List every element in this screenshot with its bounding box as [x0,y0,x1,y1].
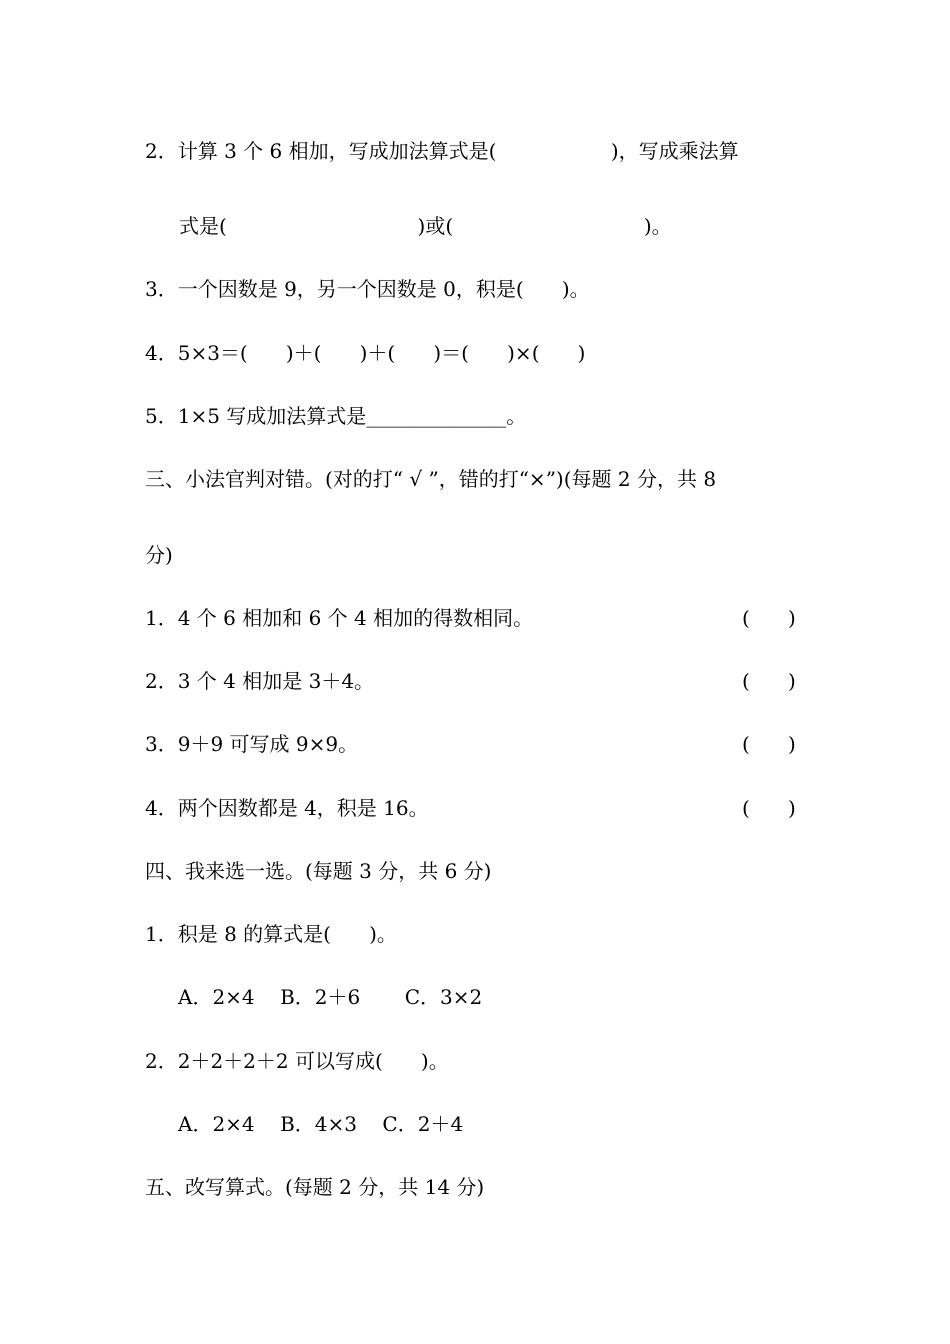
judge-item-1: 1．4 个 6 相加和 6 个 4 相加的得数相同。 [145,606,534,630]
choice-q2-options: A．2×4 B．4×3 C．2＋4 [178,1112,464,1136]
section5-heading: 五、改写算式。(每题 2 分，共 14 分) [145,1175,485,1199]
fill-blank-q2-line1: 2．计算 3 个 6 相加，写成加法算式是( )，写成乘法算 [145,139,739,163]
section4-heading: 四、我来选一选。(每题 3 分，共 6 分) [145,859,492,883]
judge-answer-1[interactable]: ( ) [742,606,796,630]
judge-item-2: 2．3 个 4 相加是 3＋4。 [145,669,375,693]
choice-q2: 2．2＋2＋2＋2 可以写成( )。 [145,1049,449,1073]
choice-q1-options: A．2×4 B．2＋6 C．3×2 [178,985,483,1009]
judge-answer-4[interactable]: ( ) [742,796,796,820]
judge-answer-2[interactable]: ( ) [742,669,796,693]
fill-blank-q5: 5．1×5 写成加法算式是______________。 [145,404,527,428]
judge-answer-3[interactable]: ( ) [742,732,796,756]
judge-item-3: 3．9＋9 可写成 9×9。 [145,732,359,756]
section3-heading: 三、小法官判对错。(对的打“ √ ”，错的打“×”)(每题 2 分，共 8 [145,467,717,491]
fill-blank-q2-line2: 式是( )或( )。 [179,214,672,238]
judge-item-4: 4．两个因数都是 4，积是 16。 [145,796,429,820]
fill-blank-q3: 3．一个因数是 9，另一个因数是 0，积是( )。 [145,277,590,301]
fill-blank-q4: 4．5×3＝( )＋( )＋( )＝( )×( ) [145,341,586,365]
section3-heading-cont: 分) [145,543,173,567]
choice-q1: 1．积是 8 的算式是( )。 [145,922,397,946]
